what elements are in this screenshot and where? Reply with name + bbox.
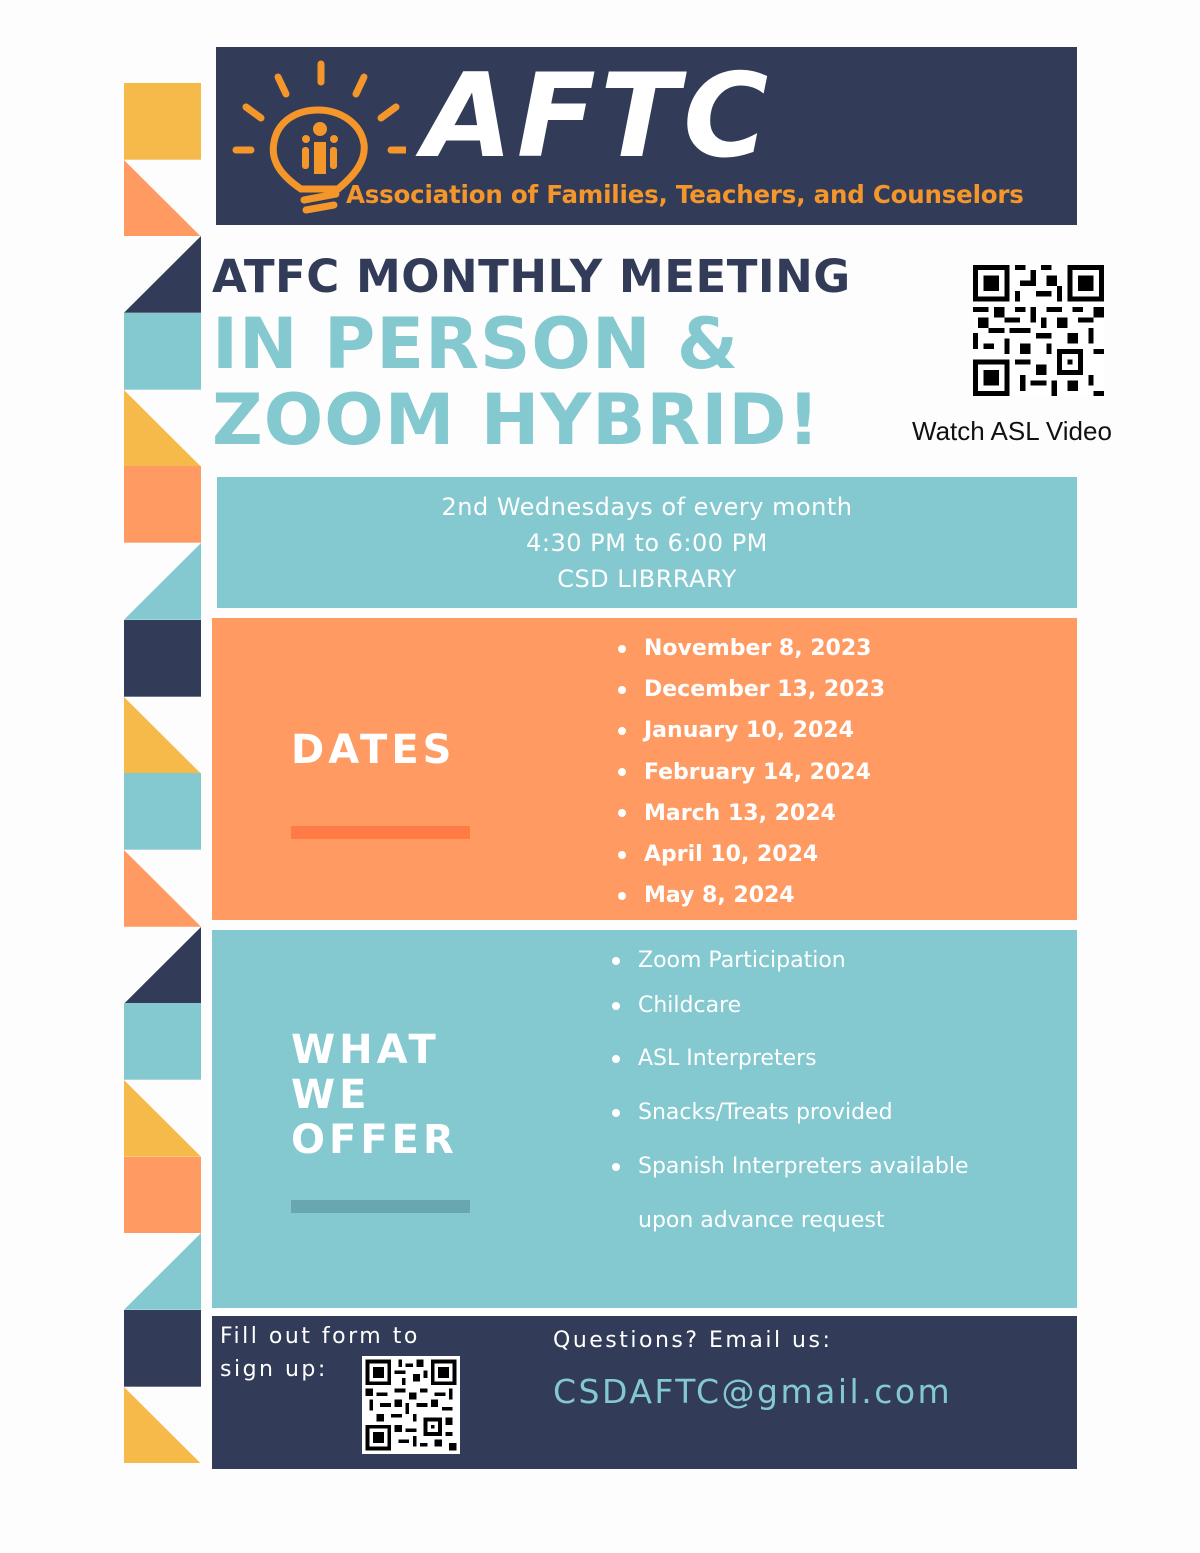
- signup-instructions: Fill out form to sign up:: [220, 1324, 420, 1382]
- bullet-icon: [618, 892, 626, 900]
- tile-square: [124, 1310, 201, 1387]
- tile-triangle: [124, 236, 201, 313]
- tile-square: [124, 313, 201, 390]
- bullet-icon: [618, 809, 626, 817]
- tile-triangle: [124, 390, 201, 467]
- dates-heading: DATES: [291, 727, 456, 773]
- tile-triangle: [124, 543, 201, 620]
- tile-triangle: [124, 160, 201, 237]
- bullet-icon: [618, 768, 626, 776]
- tile-square: [124, 466, 201, 543]
- date-item: December 13, 2023: [612, 669, 885, 710]
- logo-wordmark: AFTC: [423, 49, 773, 184]
- bullet-icon: [618, 851, 626, 859]
- tile-square: [124, 83, 201, 160]
- contact-email-link[interactable]: CSDAFTC@gmail.com: [553, 1372, 953, 1411]
- offer-item: Spanish Interpreters available: [606, 1140, 969, 1194]
- schedule-location: CSD LIBRRARY: [557, 565, 737, 593]
- date-item: November 8, 2023: [612, 628, 885, 669]
- date-item: May 8, 2024: [612, 875, 885, 916]
- offer-accent-bar: [291, 1200, 470, 1213]
- meeting-format-line-1: IN PERSON &: [212, 303, 739, 385]
- schedule-frequency: 2nd Wednesdays of every month: [441, 493, 853, 521]
- tile-triangle: [124, 927, 201, 1004]
- footer-contact-box: [212, 1316, 1077, 1469]
- offer-item-continuation: upon advance request: [638, 1208, 885, 1233]
- date-item: January 10, 2024: [612, 710, 885, 751]
- tile-triangle: [124, 850, 201, 927]
- asl-video-label: Watch ASL Video: [912, 416, 1112, 446]
- bullet-icon: [618, 727, 626, 735]
- qr-code-icon[interactable]: [973, 265, 1104, 396]
- bullet-icon: [612, 1002, 620, 1010]
- date-item: March 13, 2024: [612, 793, 885, 834]
- questions-label: Questions? Email us:: [553, 1328, 833, 1353]
- bullet-icon: [612, 1163, 620, 1171]
- bullet-icon: [612, 1109, 620, 1117]
- schedule-time: 4:30 PM to 6:00 PM: [526, 529, 768, 557]
- offer-item: Zoom Participation: [606, 938, 969, 983]
- dates-section: [212, 618, 1077, 920]
- meeting-title: ATFC MONTHLY MEETING: [212, 250, 851, 303]
- dates-list: [612, 628, 885, 916]
- tile-square: [124, 1157, 201, 1234]
- decorative-tile-strip: [124, 83, 201, 1463]
- bullet-icon: [618, 686, 626, 694]
- schedule-info-box: [217, 477, 1077, 608]
- tile-square: [124, 620, 201, 697]
- organization-name: Association of Families, Teachers, and Counselors: [346, 180, 1024, 209]
- tile-square: [124, 1003, 201, 1080]
- header-banner: [216, 47, 1077, 225]
- dates-accent-bar: [291, 826, 470, 839]
- tile-triangle: [124, 697, 201, 774]
- tile-triangle: [124, 1387, 201, 1464]
- offer-heading: WHAT WE OFFER: [291, 1027, 458, 1163]
- tile-square: [124, 773, 201, 850]
- bullet-icon: [612, 1055, 620, 1063]
- bullet-icon: [612, 957, 620, 965]
- tile-triangle: [124, 1233, 201, 1310]
- meeting-format-line-2: ZOOM HYBRID!: [212, 379, 821, 461]
- offer-item: Childcare: [606, 983, 969, 1028]
- offer-list: [606, 938, 969, 1248]
- date-item: April 10, 2024: [612, 834, 885, 875]
- bullet-icon: [618, 645, 626, 653]
- offer-item: Snacks/Treats provided: [606, 1086, 969, 1140]
- date-item: February 14, 2024: [612, 752, 885, 793]
- offer-section: [212, 930, 1077, 1308]
- offer-item: ASL Interpreters: [606, 1032, 969, 1086]
- qr-code-icon[interactable]: [362, 1356, 460, 1454]
- meeting-format-title: [212, 303, 821, 461]
- tile-triangle: [124, 1080, 201, 1157]
